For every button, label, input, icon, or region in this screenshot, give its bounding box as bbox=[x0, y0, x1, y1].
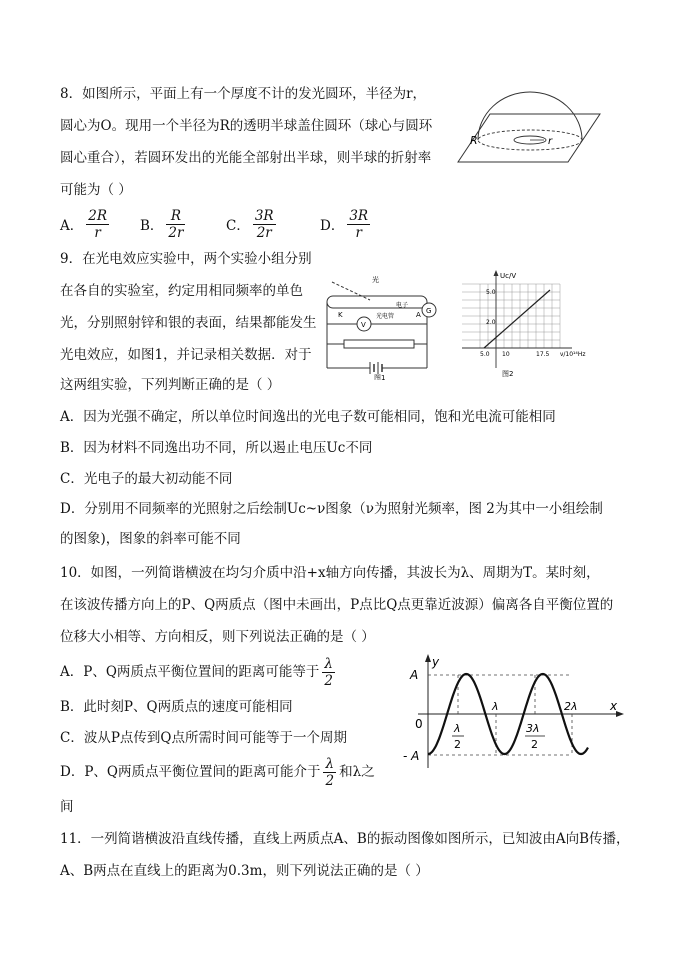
hemisphere-figure bbox=[452, 86, 602, 166]
q9-stem-line1: 9．在光电效应实验中，两个实验小组分别 bbox=[60, 251, 312, 267]
wave-origin-label: 0 bbox=[415, 717, 423, 731]
q10-option-a: A．P、Q两质点平衡位置间的距离可能等于 $\frac{\lambda}{2}$ bbox=[60, 655, 333, 689]
circuit-light-label: 光 bbox=[372, 276, 379, 284]
q10-option-d: D．P、Q两质点平衡位置间的距离可能介于 $\frac{\lambda}{2}$ 和λ之 bbox=[60, 755, 375, 789]
graph-x-tick-3: 17.5 bbox=[536, 351, 550, 358]
q10-stem-line2: 在该波传播方向上的P、Q两质点（图中未画出，P点比Q点更靠近波源）偏离各自平衡位置的 bbox=[60, 597, 614, 613]
q8-stem-line1: 8．如图所示，平面上有一个厚度不计的发光圆环，半径为r， bbox=[60, 86, 427, 102]
circuit-a-label: A bbox=[416, 311, 421, 319]
graph-y-axis-label: Uc/V bbox=[500, 272, 517, 280]
wave-tick-lambda: λ bbox=[492, 700, 499, 713]
q9-option-c: C．光电子的最大初动能不同 bbox=[60, 471, 233, 487]
graph-y-tick-top: 5.0 bbox=[486, 289, 496, 296]
q10-option-c: C．波从P点传到Q点所需时间可能等于一个周期 bbox=[60, 730, 347, 746]
wave-tick-three-half-lambda-den: 2 bbox=[531, 738, 538, 751]
circuit-caption: 图1 bbox=[374, 374, 386, 380]
graph-y-tick-mid: 2.0 bbox=[486, 319, 496, 326]
q11-stem-line1: 11．一列简谐横波沿直线传播，直线上两质点A、B的振动图像如图所示，已知波由A向B传播， bbox=[60, 831, 630, 847]
q10-option-a-fraction: $\frac{\lambda}{2}$ bbox=[324, 655, 333, 689]
graph-x-tick-2: 10 bbox=[502, 351, 510, 358]
q9-option-d-line2: 的图象)，图象的斜率可能不同 bbox=[60, 531, 241, 547]
circuit-electron-label: 电子 bbox=[396, 302, 409, 309]
hemisphere-r-label: r bbox=[548, 136, 553, 147]
q10-option-d-end: 间 bbox=[60, 799, 74, 815]
q11-stem-line2: A、B两点在直线上的距离为0.3m，则下列说法正确的是（ ） bbox=[60, 863, 429, 879]
q9-stem-line5: 这两组实验，下列判断正确的是（ ） bbox=[60, 377, 281, 393]
wave-neg-amplitude-label: - A bbox=[403, 749, 420, 763]
uc-frequency-graph bbox=[456, 264, 596, 382]
q10-option-b: B．此时刻P、Q两质点的速度可能相同 bbox=[60, 699, 293, 715]
q10-option-d-fraction: $\frac{\lambda}{2}$ bbox=[325, 755, 335, 789]
q9-stem-line3: 光，分别照射锌和银的表面，结果都能发生 bbox=[60, 315, 317, 331]
q9-option-d-line1: D．分别用不同频率的光照射之后绘制Uc~ν图象（ν为照射光频率，图 2为其中一小组绘制 bbox=[60, 501, 603, 517]
circuit-g-meter: G bbox=[426, 307, 432, 315]
graph-x-axis-label: ν/10¹⁴Hz bbox=[560, 351, 586, 358]
graph-caption: 图2 bbox=[502, 370, 514, 378]
wave-tick-half-lambda-den: 2 bbox=[454, 738, 461, 751]
wave-figure bbox=[400, 650, 630, 772]
circuit-figure bbox=[322, 270, 440, 380]
circuit-tube-label: 光电管 bbox=[376, 313, 395, 320]
q8-option-d-fraction: $\frac{3R}{r}$ bbox=[349, 207, 369, 241]
wave-x-axis-label: x bbox=[610, 699, 618, 713]
q8-stem-line4: 可能为（ ） bbox=[60, 182, 132, 198]
q8-option-d: D． $\frac{3R}{r}$ bbox=[320, 207, 369, 241]
wave-tick-two-lambda: 2λ bbox=[564, 700, 578, 713]
q8-option-b: B． $\frac{R}{2r}$ bbox=[140, 207, 184, 241]
circuit-k-label: K bbox=[338, 311, 343, 319]
wave-amplitude-label: A bbox=[410, 668, 419, 682]
q8-option-a-fraction: $\frac{2R}{r}$ bbox=[88, 207, 108, 241]
q9-option-b: B．因为材料不同逸出功不同，所以遏止电压Uc不同 bbox=[60, 440, 373, 456]
q10-stem-line3: 位移大小相等、方向相反，则下列说法正确的是（ ） bbox=[60, 629, 375, 645]
q8-option-b-fraction: $\frac{R}{2r}$ bbox=[168, 207, 184, 241]
circuit-v-meter: V bbox=[361, 321, 366, 329]
wave-tick-half-lambda-num: λ bbox=[454, 722, 461, 735]
q9-option-a: A．因为光强不确定，所以单位时间逸出的光电子数可能相同，饱和光电流可能相同 bbox=[60, 409, 556, 425]
q8-stem-line3: 圆心重合），若圆环发出的光能全部射出半球，则半球的折射率 bbox=[60, 150, 432, 166]
graph-x-tick-1: 5.0 bbox=[480, 351, 490, 358]
q8-option-a: A． $\frac{2R}{r}$ bbox=[60, 207, 108, 241]
q9-stem-line4: 光电效应，如图1，并记录相关数据．对于 bbox=[60, 347, 312, 363]
q10-stem-line1: 10．如图，一列简谐横波在均匀介质中沿+x轴方向传播，其波长为λ、周期为T。某时刻， bbox=[60, 565, 600, 581]
q8-stem-line2: 圆心为O。现用一个半径为R的透明半球盖住圆环（球心与圆环 bbox=[60, 118, 433, 134]
q8-option-c-fraction: $\frac{3R}{2r}$ bbox=[254, 207, 274, 241]
hemisphere-R-label: R bbox=[470, 134, 478, 147]
wave-y-axis-label: y bbox=[432, 655, 440, 669]
q9-stem-line2: 在各自的实验室，约定用相同频率的单色 bbox=[60, 283, 303, 299]
q8-option-c: C． $\frac{3R}{2r}$ bbox=[226, 207, 274, 241]
wave-tick-three-half-lambda-num: 3λ bbox=[526, 722, 540, 735]
